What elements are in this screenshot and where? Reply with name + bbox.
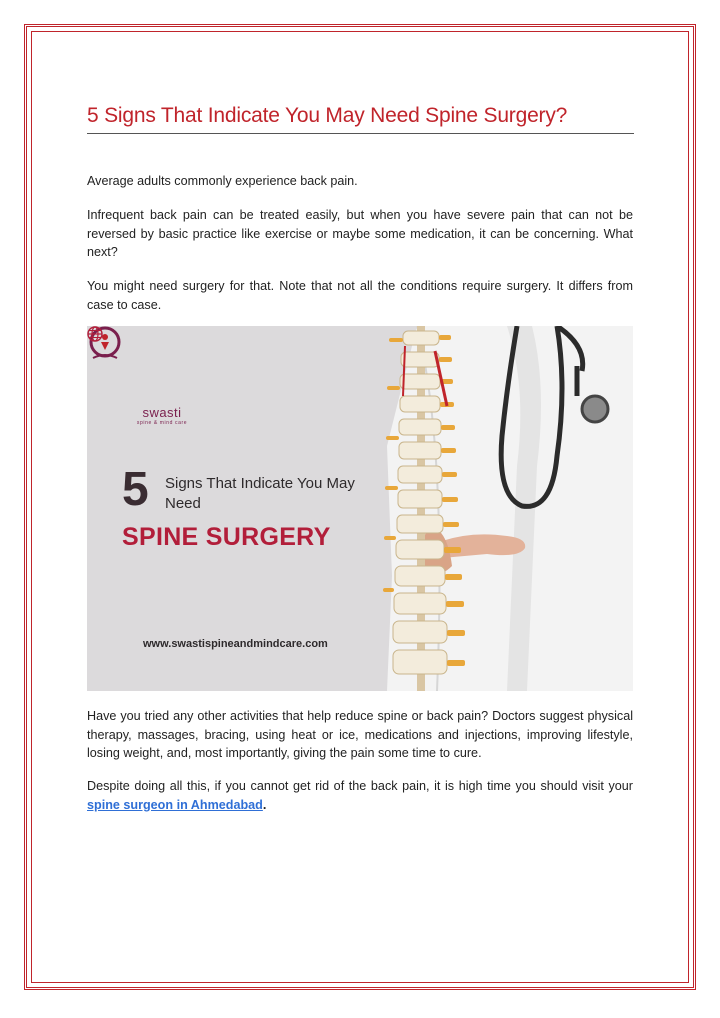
banner-website: www.swastispineandmindcare.com (143, 638, 328, 650)
banner-number: 5 (122, 463, 149, 516)
article-banner-image (87, 326, 633, 691)
spine-surgeon-link[interactable]: spine surgeon in Ahmedabad (87, 797, 263, 812)
paragraph-might-need-surgery: You might need surgery for that. Note that not all the conditions require surgery. It differs from case to case. (87, 279, 633, 312)
banner-headline: Signs That Indicate You May Need (165, 475, 355, 512)
paragraph-other-activities: Have you tried any other activities that help reduce spine or back pain? Doctors suggest physical therapy, massages, bracing, using heat or ice, medications and injections, improving lifestyle, losing weight, and, most importantly, giving the pain some time to cure. (87, 709, 633, 760)
brand-name: swasti (142, 405, 182, 420)
title-underline (87, 133, 634, 134)
paragraph-intro: Average adults commonly experience back pain. (87, 174, 358, 188)
paragraph-infrequent-pain: Infrequent back pain can be treated easily, but when you have severe pain that can not be reversed by basic practice like exercise or maybe some medication, it can be concerning. What next? (87, 208, 633, 259)
paragraph-visit-surgeon-text: Despite doing all this, if you cannot get rid of the back pain, it is high time you should visit your (87, 779, 633, 793)
paragraph-visit-surgeon (87, 777, 633, 814)
document-title: 5 Signs That Indicate You May Need Spine Surgery? (87, 104, 568, 127)
banner-headline-big: SPINE SURGERY (122, 523, 331, 551)
brand-tagline: spine & mind care (136, 420, 188, 426)
globe-icon (87, 326, 103, 342)
paragraph-visit-surgeon-period: . (262, 797, 267, 812)
